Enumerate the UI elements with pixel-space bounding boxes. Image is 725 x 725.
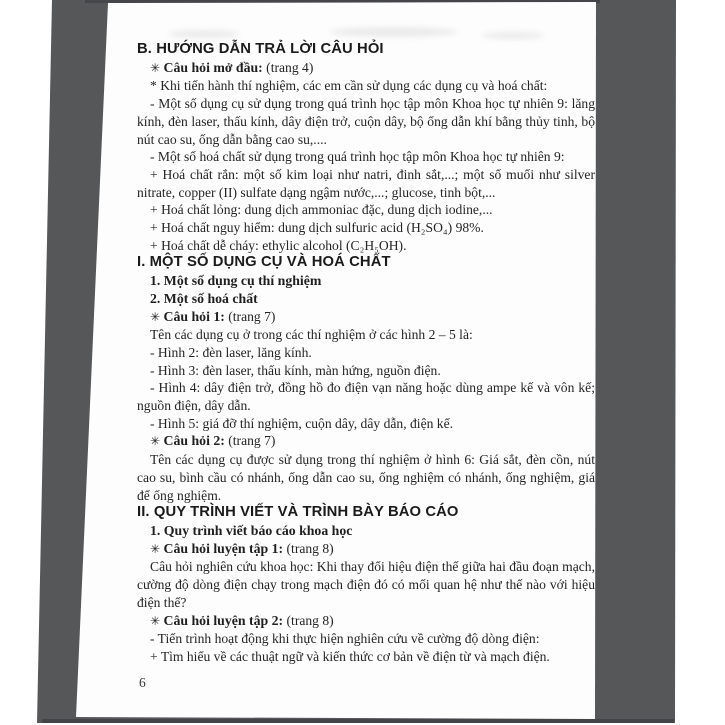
body-paragraph: - Hình 3: đèn laser, thấu kính, màn hứng, nguồn điện. [150,362,441,378]
asterisk-icon: ✳ [150,309,161,324]
body-paragraph: - Tiến trình hoạt động khi thực hiện nghiên cứu về cường độ dòng điện: [150,631,540,647]
question-label: Câu hỏi luyện tập 1: [160,540,284,556]
paper-smudge [330,27,458,37]
question-page-ref: (trang 8) [283,612,334,628]
question-line [137,540,595,559]
question-label: Câu hỏi mở đầu: [160,59,263,75]
question-line [137,308,595,327]
question-line [137,432,595,451]
body-paragraph: * Khi tiến hành thí nghiệm, các em cần sử dụng các dụng cụ và hoá chất: [150,78,548,94]
body-paragraph: - Một số hoá chất sử dụng trong quá trình học tập môn Khoa học tự nhiên 9: [150,149,565,165]
asterisk-icon: ✳ [150,60,161,75]
page-bottom-edge-shadow [42,719,674,723]
question-label: Câu hỏi 2: [160,433,225,449]
body-paragraph: Tên các dụng cụ ở trong các thí nghiệm ở các hình 2 – 5 là: [150,327,473,343]
question-page-ref: (trang 4) [262,59,314,75]
question-line [137,59,595,78]
body-paragraph: + Hoá chất lỏng: dung dịch ammoniac đặc, dung dịch iodine,... [150,202,493,218]
asterisk-icon: ✳ [150,434,161,449]
sub-heading: 1. Quy trình viết báo cáo khoa học [150,522,353,538]
question-label: Câu hỏi 1: [160,308,225,324]
body-paragraph: Câu hỏi nghiên cứu khoa học: Khi thay đổi hiệu điện thế giữa hai đầu đoạn mạch, cường độ dòng điện chạy trong mạch điện đó có mối quan hệ như thế nào với hiệu điện thế? [137,559,595,610]
sub-heading: 1. Một số dụng cụ thí nghiệm [150,273,322,289]
body-paragraph: + Hoá chất rắn: một số kim loại như natri, đinh sắt,...; một số muối như silver nitrate, copper (II) sulfate dạng ngậm nước,...; glucose, tinh bột,... [137,166,595,200]
question-label: Câu hỏi luyện tập 2: [160,612,284,628]
body-paragraph: - Một số dụng cụ sử dụng trong quá trình học tập môn Khoa học tự nhiên 9: lăng kính, đèn laser, thấu kính, dây điện trở, cuộn dây, bộ ống dẫn khí bằng thủy tinh, bộ nút cao su, ống dẫn bằng cao su,.... [137,96,595,147]
question-line [137,612,595,631]
question-page-ref: (trang 7) [224,308,276,324]
body-paragraph: + Hoá chất nguy hiểm: dung dịch sulfuric acid (H₂SO₄) 98%. [150,220,484,236]
question-page-ref: (trang 8) [283,540,334,556]
paper-smudge [482,32,544,39]
section-heading: II. QUY TRÌNH VIẾT VÀ TRÌNH BÀY BÁO CÁO [137,504,459,521]
body-paragraph: + Tìm hiểu về các thuật ngữ và kiến thức cơ bản về điện từ và mạch điện. [150,648,550,664]
asterisk-icon: ✳ [150,613,161,628]
page-number: 6 [139,675,146,690]
paper-smudge [168,30,240,38]
body-paragraph: + Hoá chất dễ cháy: ethylic alcohol (C₂H₅OH). [150,237,407,253]
section-heading: I. MỘT SỐ DỤNG CỤ VÀ HOÁ CHẤT [137,254,391,271]
asterisk-icon: ✳ [150,541,161,556]
section-heading: B. HƯỚNG DẪN TRẢ LỜI CÂU HỎI [137,41,384,57]
question-page-ref: (trang 7) [224,433,276,449]
body-paragraph: - Hình 5: giá đỡ thí nghiệm, cuộn dây, dây dẫn, điện kế. [150,415,454,431]
body-paragraph: - Hình 4: dây điện trở, đồng hồ đo điện vạn năng hoặc dùng ampe kế và vôn kế; nguồn điện, dây dẫn. [137,380,595,414]
sub-heading: 2. Một số hoá chất [150,290,258,306]
body-paragraph: Tên các dụng cụ được sử dụng trong thí nghiệm ở hình 6: Giá sắt, đèn cồn, nút cao su, bình cầu có nhánh, ống dẫn cao su, ống nghiệm có nhánh, ống nghiệm, giá để ống nghiệm. [137,452,595,503]
body-paragraph: - Hình 2: đèn laser, lăng kính. [150,344,312,360]
page-text [137,41,595,666]
